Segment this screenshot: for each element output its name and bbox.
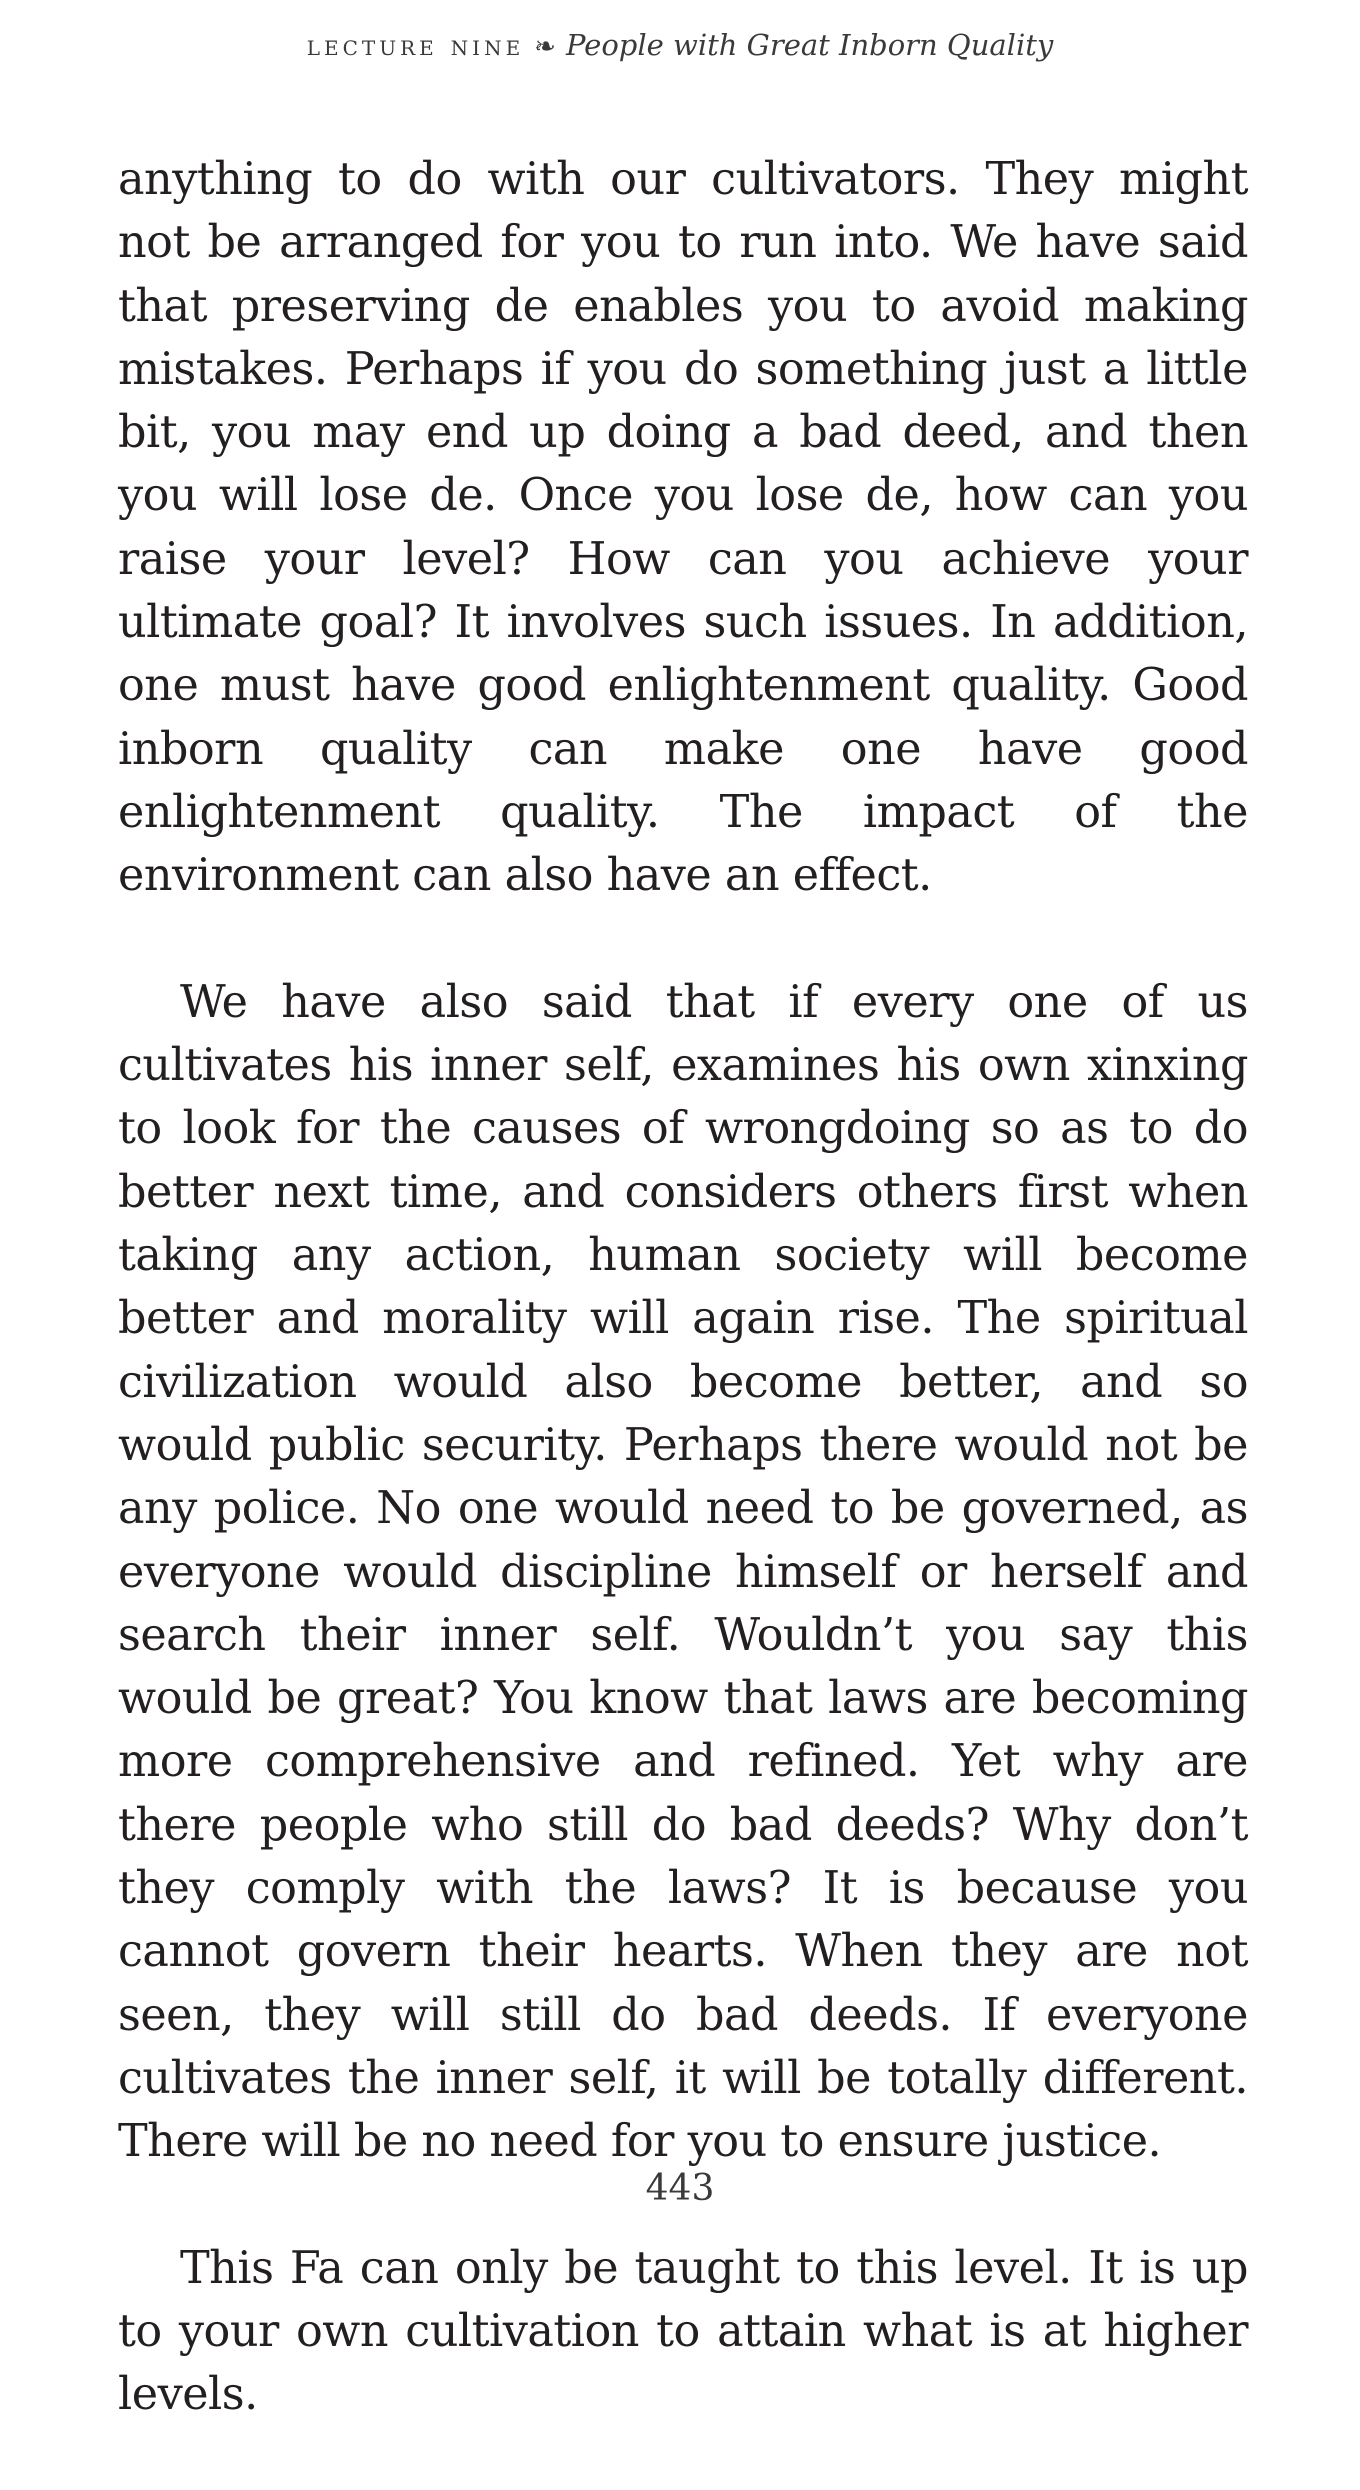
lecture-label: lecture nine xyxy=(306,29,525,62)
body-text xyxy=(118,148,1248,2490)
chapter-title: People with Great Inborn Quality xyxy=(565,28,1054,62)
paragraph: We have also said that if every one of us cultivates his inner self, examines his own xinxing to look for the causes of wrongdoing so as to do better next time, and considers others first when taking any action, human society will become better and morality will again rise. The spiritual civilization would also become better, and so would public security. Perhaps there would not be any police. No one would need to be governed, as everyone would discipline himself or herself and search their inner self. Wouldn’t you say this would be great? You know that laws are becoming more comprehensive and refined. Yet why are there people who still do bad deeds? Why don’t they comply with the laws? It is because you cannot govern their hearts. When they are not seen, they will still do bad deeds. If everyone cultivates the inner self, it will be totally different. There will be no need for you to ensure justice. xyxy=(118,976,1248,2168)
running-head xyxy=(0,28,1360,62)
page-number: 443 xyxy=(645,2168,715,2209)
paragraph-continued: anything to do with our cultivators. They might not be arranged for you to run into. We have said that preserving de enables you to avoid making mistakes. Perhaps if you do something just a little bit, you may end up doing a bad deed, and then you will lose de. Once you lose de, how can you raise your level? How can you achieve your ultimate goal? It involves such issues. In addition, one must have good enlightenment quality. Good inborn quality can make one have good enlightenment quality. The impact of the environment can also have an effect. xyxy=(118,154,1248,902)
fleuron-separator-icon: ❧ xyxy=(534,32,556,62)
paragraph-final: This Fa can only be taught to this level. It is up to your own cultivation to attain what is at higher levels. xyxy=(118,2242,1248,2421)
